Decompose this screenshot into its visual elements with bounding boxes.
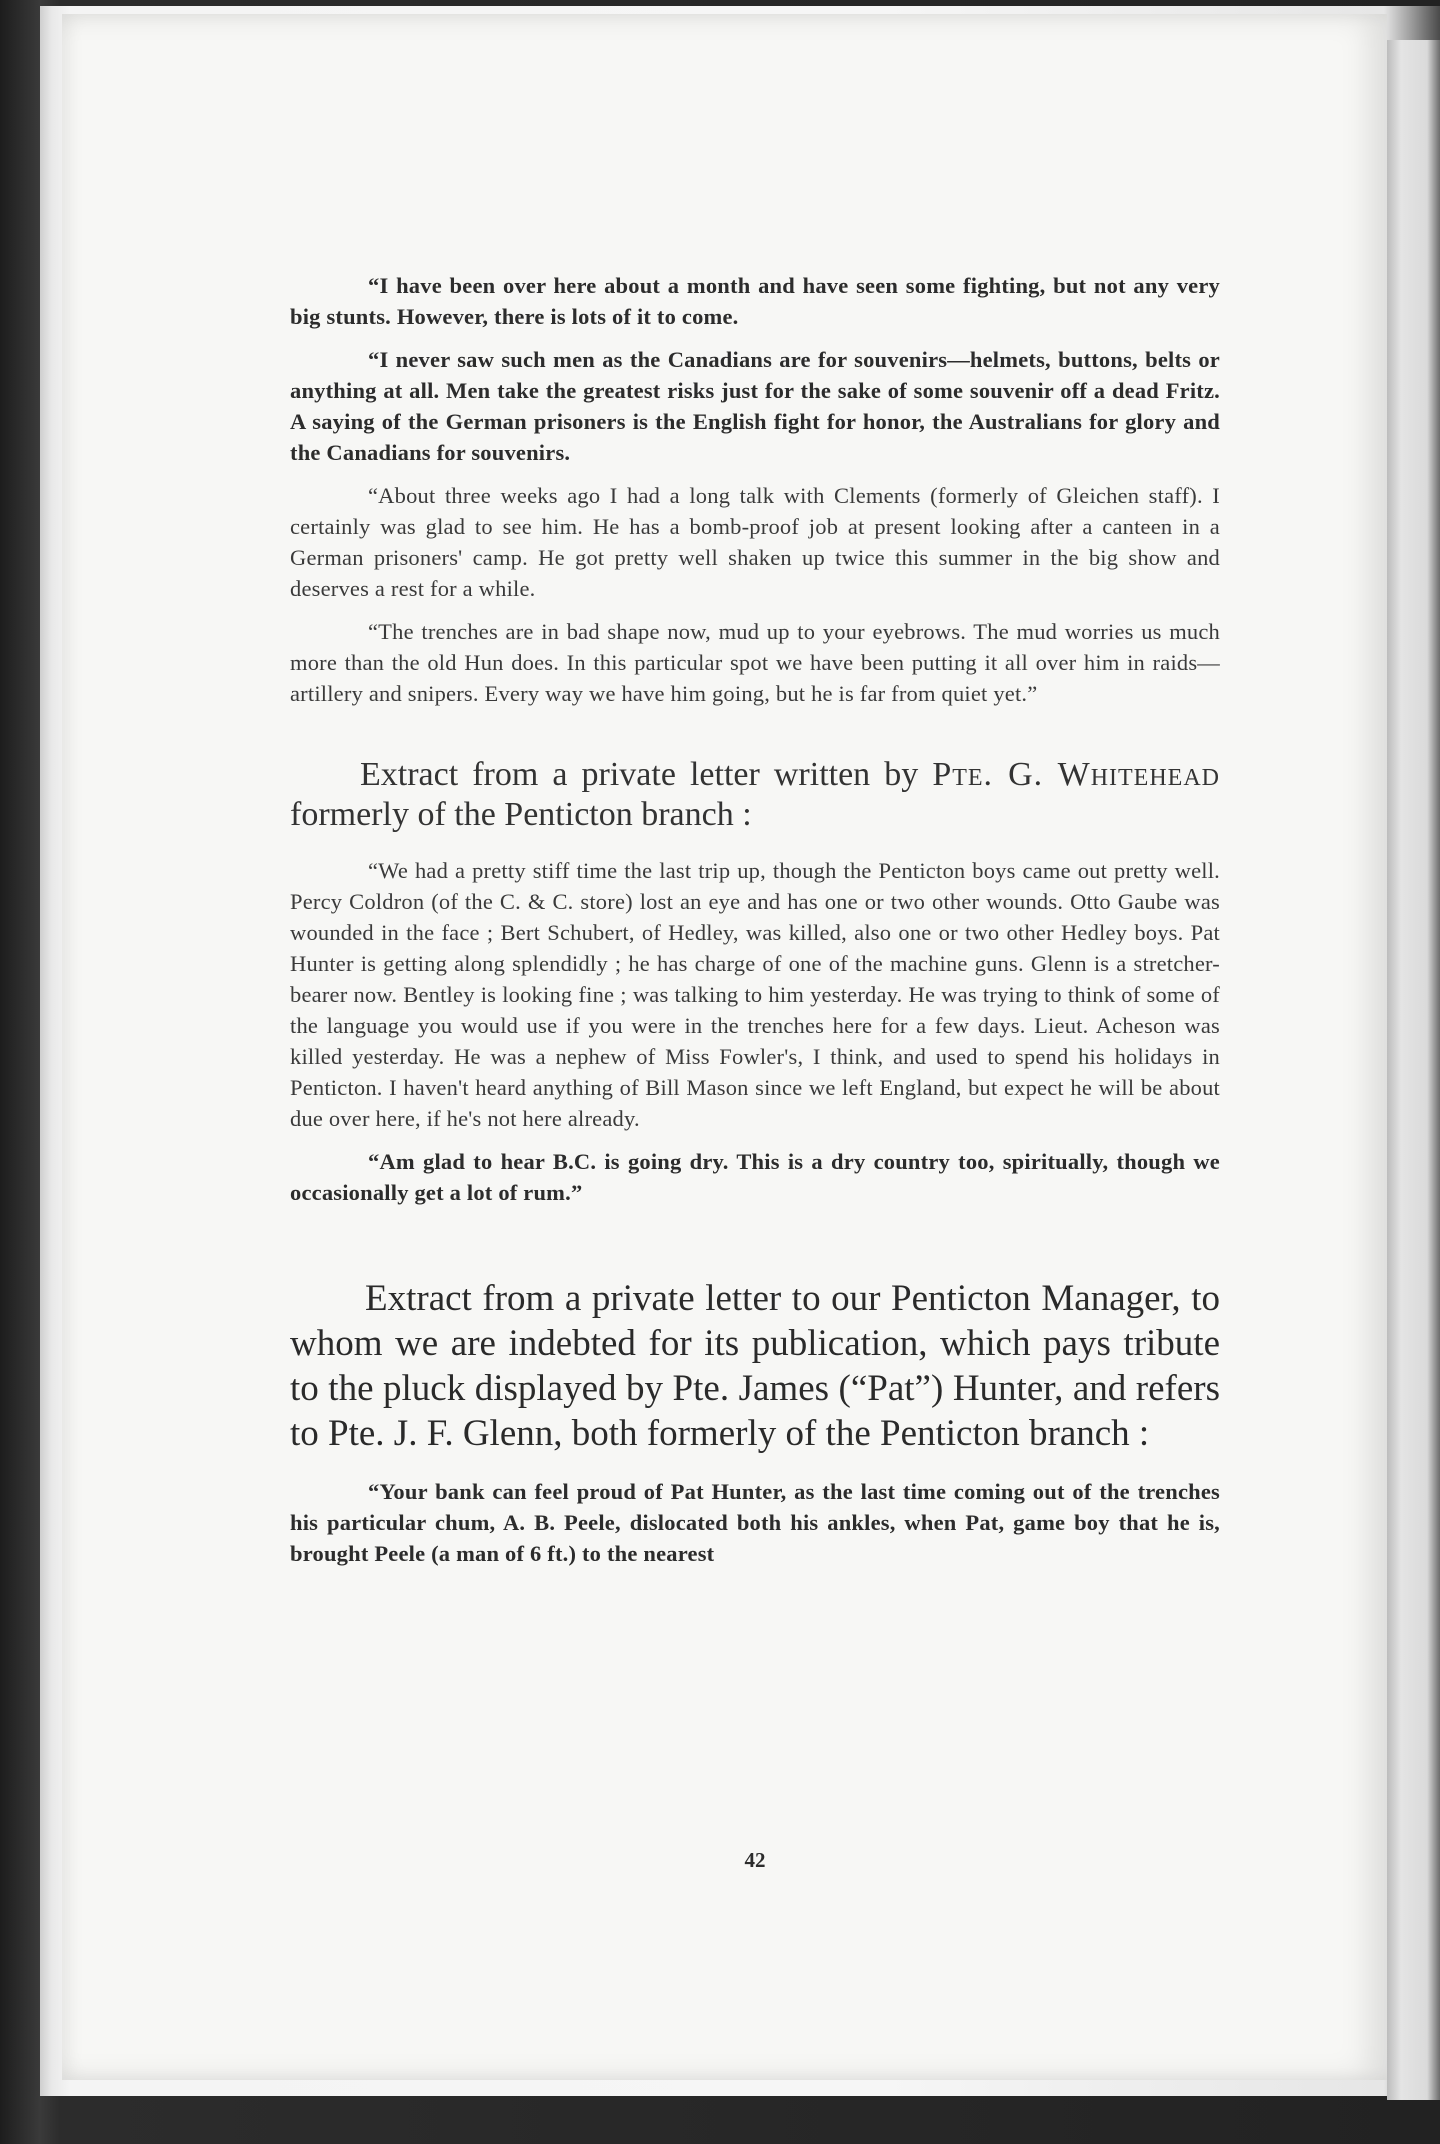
section-heading-manager-letter: Extract from a private letter to our Penticton Manager, to whom we are indebted for its publication, which pays tribute to the pluck displayed by Pte. James (“Pat”) Hunter, and refers to Pte. J. F. Glenn, both formerly of the Penticton branch : <box>290 1278 1220 1454</box>
manager-letter-paragraph-1: “Your bank can feel proud of Pat Hunter, as the last time coming out of the trenches his particular chum, A. B. Peele, dislocated both his ankles, when Pat, game boy that he is, brought Peele (a man of 6 ft.) to the nearest <box>290 1479 1220 1566</box>
letter-paragraph-4: “The trenches are in bad shape now, mud up to your eyebrows. The mud worries us much more than the old Hun does. In this particular spot we have been putting it all over him in raids—artillery and snipers. Every way we have him going, but he is far from quiet yet.” <box>290 619 1220 706</box>
page-content <box>290 270 1220 1872</box>
binding-gutter <box>1387 40 1440 2100</box>
heading-suffix: formerly of the Penticton branch : <box>290 796 752 833</box>
letter-paragraph-2: “I never saw such men as the Canadians are for souvenirs—helmets, buttons, belts or anything at all. Men take the greatest risks just for the sake of some souvenir off a dead Fritz. A saying of the German prisoners is the English fight for honor, the Australians for glory and the Canadians for souvenirs. <box>290 347 1220 465</box>
heading-prefix: Extract from a private letter written by <box>360 756 933 793</box>
letter-paragraph-1: “I have been over here about a month and have seen some fighting, but not any very big stunts. However, there is lots of it to come. <box>290 273 1220 329</box>
letter-paragraph-3: “About three weeks ago I had a long talk with Clements (formerly of Gleichen staff). I certainly was glad to see him. He has a bomb-proof job at present looking after a canteen in a German prisoners' camp. He got pretty well shaken up twice this summer in the big show and deserves a rest for a while. <box>290 483 1220 601</box>
page-number: 42 <box>744 1848 766 1872</box>
whitehead-paragraph-1: “We had a pretty stiff time the last trip up, though the Penticton boys came out pretty well. Percy Coldron (of the C. & C. store) lost an eye and has one or two other wounds. Otto Gaube was wounded in the face ; Bert Schubert, of Hedley, was killed, also one or two other Hedley boys. Pat Hunter is getting along splendidly ; he has charge of one of the machine guns. Glenn is a stretcher-bearer now. Bentley is looking fine ; was talking to him yesterday. He was trying to think of some of the language you would use if you were in the trenches here for a few days. Lieut. Acheson was killed yesterday. He was a nephew of Miss Fowler's, I think, and used to spend his holidays in Penticton. I haven't heard anything of Bill Mason since we left England, but expect he will be about due over here, if he's not here already. <box>290 858 1220 1131</box>
whitehead-paragraph-2: “Am glad to hear B.C. is going dry. This is a dry country too, spiritually, though we occasionally get a lot of rum.” <box>290 1149 1220 1205</box>
section-heading-whitehead <box>290 755 1220 835</box>
heading-name: Pte. G. Whitehead <box>932 756 1220 793</box>
